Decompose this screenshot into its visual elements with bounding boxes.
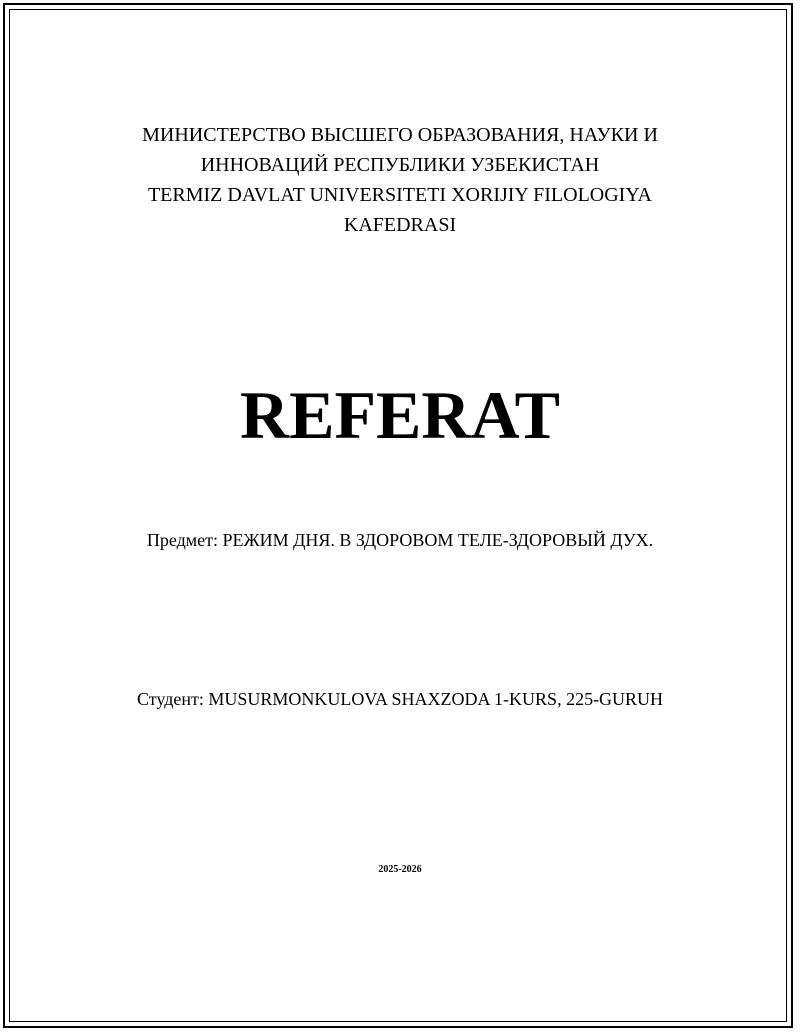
academic-year: 2025-2026 [378,864,422,875]
document-title: REFERAT [240,377,560,453]
subject-line: Предмет: РЕЖИМ ДНЯ. В ЗДОРОВОМ ТЕЛЕ-ЗДОРОВЫЙ ДУХ. [146,530,654,550]
student-line: Студент: MUSURMONKULOVA SHAXZODA 1-KURS, 225-GURUH [136,689,664,709]
header-line-country: ИННОВАЦИЙ РЕСПУБЛИКИ УЗБЕКИСТАН [200,154,600,176]
header-line-department: KAFEDRASI [343,214,457,236]
header-line-university: TERMIZ DAVLAT UNIVERSITETI XORIJIY FILOLOGIYA [147,184,653,206]
header-line-ministry: МИНИСТЕРСТВО ВЫСШЕГО ОБРАЗОВАНИЯ, НАУКИ И [142,124,658,146]
institution-header [0,120,800,240]
